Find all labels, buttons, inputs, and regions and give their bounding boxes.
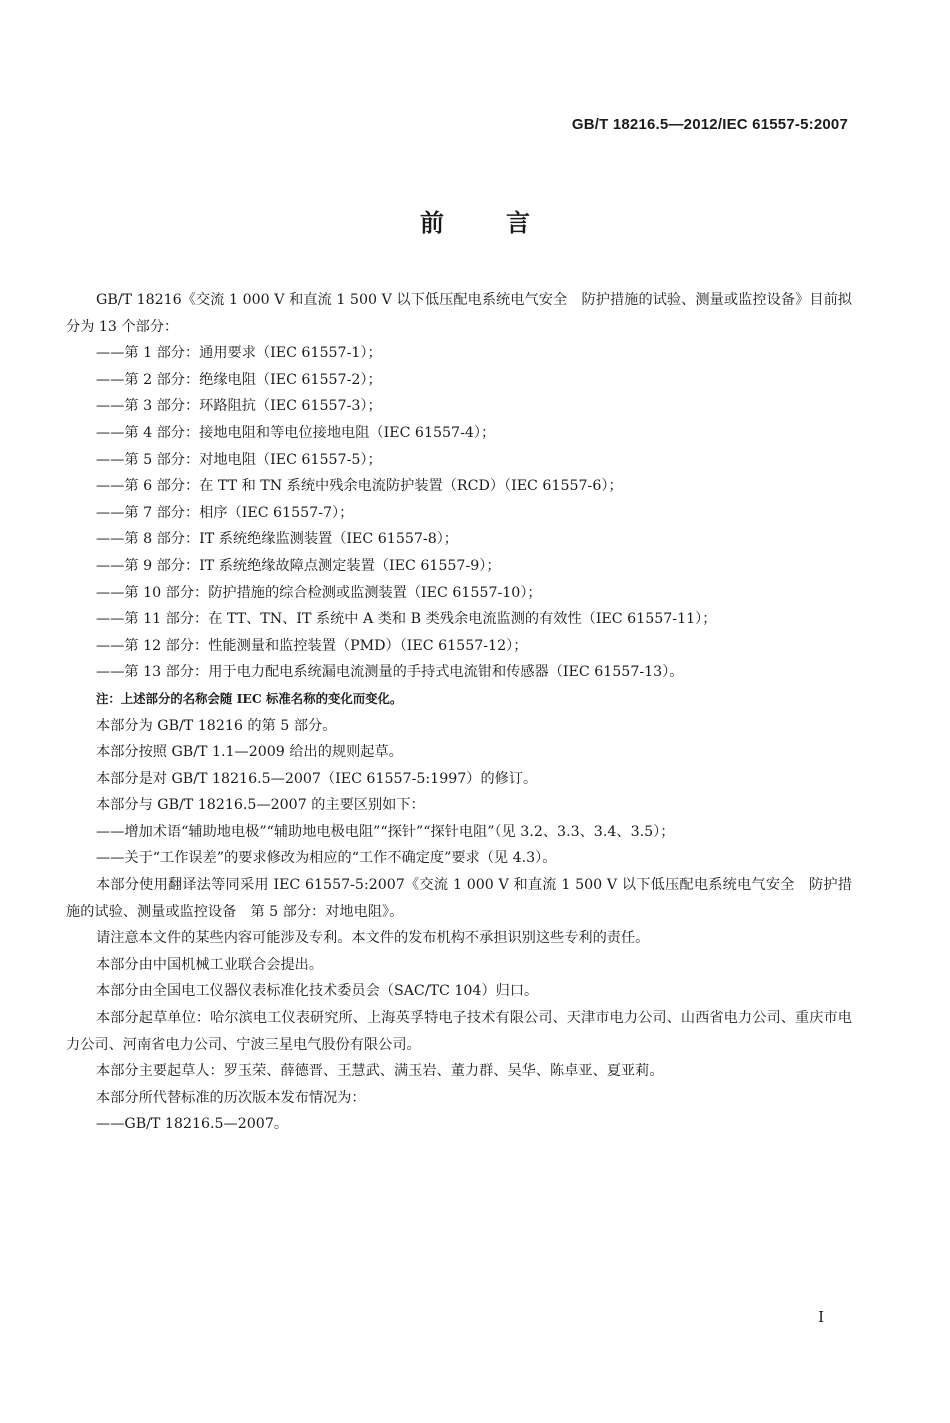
list-item: ——第 4 部分：接地电阻和等电位接地电阻（IEC 61557-4）；: [96, 424, 496, 441]
list-item: ——第 12 部分：性能测量和监控装置（PMD）（IEC 61557-12）；: [96, 637, 528, 654]
list-item: ——第 6 部分：在 TT 和 TN 系统中残余电流防护装置（RCD）（IEC 61557-6）；: [96, 478, 623, 495]
list-item: ——第 3 部分：环路阻抗（IEC 61557-3）；: [96, 398, 382, 415]
paragraph-part5: 本部分为 GB/T 18216 的第 5 部分。: [96, 717, 337, 734]
differences-list: [66, 819, 852, 872]
paragraph-drafting-rules: 本部分按照 GB/T 1.1—2009 给出的规则起草。: [96, 744, 403, 761]
list-item: ——第 2 部分：绝缘电阻（IEC 61557-2）；: [96, 371, 382, 388]
list-item: ——GB/T 18216.5—2007。: [96, 1116, 289, 1133]
paragraph-translation: 本部分使用翻译法等同采用 IEC 61557-5:2007《交流 1 000 V 和直流 1 500 V 以下低压配电系统电气安全 防护措施的试验、测量或监控设备 第 5 部分：对地电阻》。: [66, 877, 852, 920]
list-item: ——第 11 部分：在 TT、TN、IT 系统中 A 类和 B 类残余电流监测的有效性（IEC 61557-11）；: [96, 611, 717, 628]
note: 注：上述部分的名称会随 IEC 标准名称的变化而变化。: [96, 690, 403, 706]
paragraph-patent: 请注意本文件的某些内容可能涉及专利。本文件的发布机构不承担识别这些专利的责任。: [96, 930, 650, 947]
list-item: ——第 13 部分：用于电力配电系统漏电流测量的手持式电流钳和传感器（IEC 61557-13）。: [96, 664, 684, 681]
list-item: ——第 8 部分：IT 系统绝缘监测装置（IEC 61557-8）；: [96, 531, 458, 548]
list-item: ——第 5 部分：对地电阻（IEC 61557-5）；: [96, 451, 382, 468]
paragraph-differences: 本部分与 GB/T 18216.5—2007 的主要区别如下：: [96, 797, 425, 814]
list-item: ——第 9 部分：IT 系统绝缘故障点测定装置（IEC 61557-9）；: [96, 557, 501, 574]
list-item: ——关于“工作误差”的要求修改为相应的“工作不确定度”要求（见 4.3）。: [96, 850, 557, 867]
list-item: ——第 7 部分：相序（IEC 61557-7）；: [96, 504, 354, 521]
parts-list: [66, 340, 852, 686]
standard-id-header: GB/T 18216.5—2012/IEC 61557-5:2007: [571, 116, 848, 133]
list-item: ——增加术语“辅助地电极”“辅助地电极电阻”“探针”“探针电阻”（见 3.2、3.3、3.4、3.5）；: [96, 823, 675, 840]
intro-paragraph: GB/T 18216《交流 1 000 V 和直流 1 500 V 以下低压配电系统电气安全 防护措施的试验、测量或监控设备》目前拟分为 13 个部分：: [66, 292, 852, 335]
paragraph-proposed-by: 本部分由中国机械工业联合会提出。: [96, 956, 324, 973]
paragraph-drafting-units: 本部分起草单位：哈尔滨电工仪表研究所、上海英孚特电子技术有限公司、天津市电力公司、山西省电力公司、重庆市电力公司、河南省电力公司、宁波三星电气股份有限公司。: [66, 1010, 852, 1053]
list-item: ——第 10 部分：防护措施的综合检测或监测装置（IEC 61557-10）；: [96, 584, 542, 601]
paragraph-history: 本部分所代替标准的历次版本发布情况为：: [96, 1089, 366, 1106]
page-number: I: [818, 1308, 824, 1326]
paragraph-revision: 本部分是对 GB/T 18216.5—2007（IEC 61557-5:1997）的修订。: [96, 770, 538, 787]
list-item: ——第 1 部分：通用要求（IEC 61557-1）；: [96, 345, 382, 362]
page-title: 前言: [420, 209, 592, 237]
paragraph-centralized-by: 本部分由全国电工仪器仪表标准化技术委员会（SAC/TC 104）归口。: [96, 983, 539, 1000]
paragraph-drafters: 本部分主要起草人：罗玉荣、薛德晋、王慧武、满玉岩、董力群、吴华、陈卓亚、夏亚莉。: [96, 1063, 664, 1080]
foreword-body: [66, 287, 852, 1138]
